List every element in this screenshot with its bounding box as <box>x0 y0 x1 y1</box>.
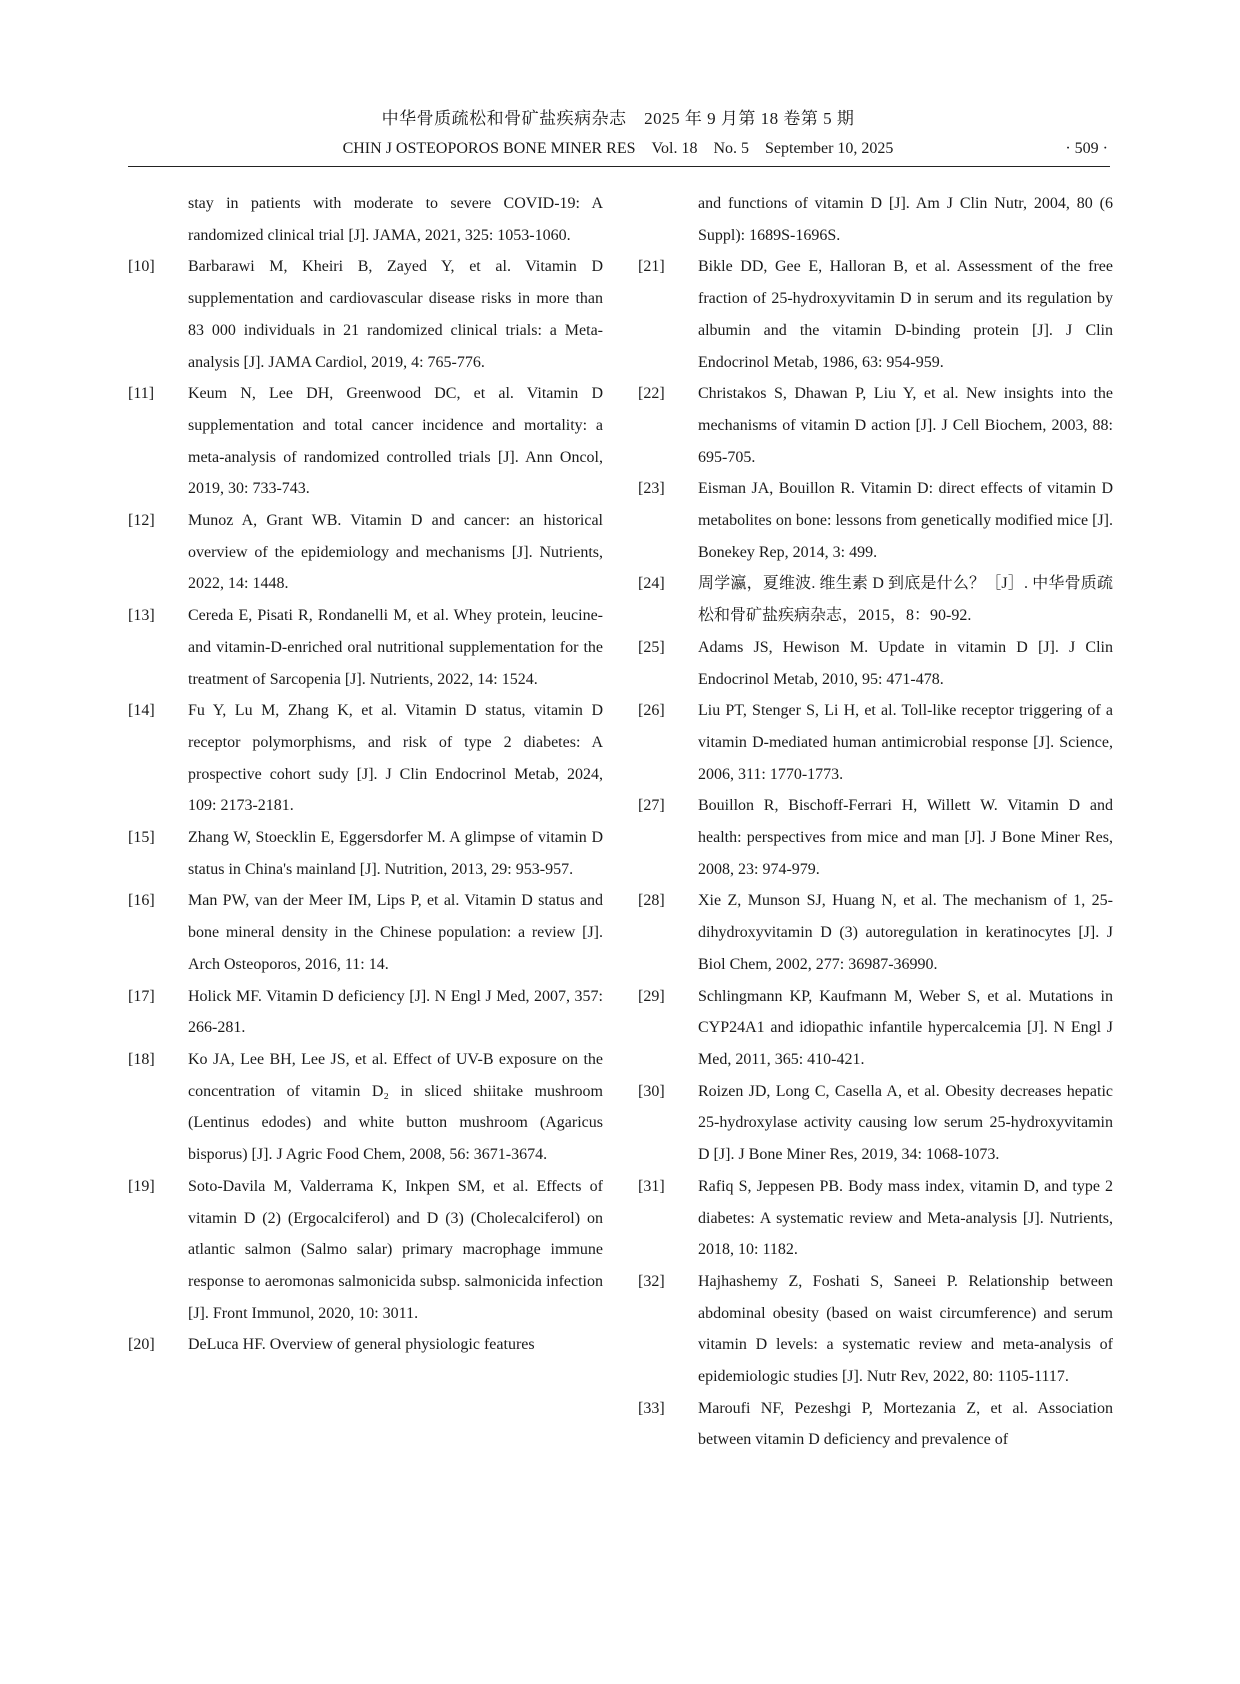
reference-text: Rafiq S, Jeppesen PB. Body mass index, vitamin D, and type 2 diabetes: A systematic review and Meta-analysis [J]. Nutrients, 2018, 10: 1182. <box>698 1177 1113 1259</box>
reference-number: [15] <box>128 829 155 847</box>
reference-continuation: and functions of vitamin D [J]. Am J Clin Nutr, 2004, 80 (6 Suppl): 1689S-1696S. <box>698 195 1113 244</box>
reference-text: Barbarawi M, Kheiri B, Zayed Y, et al. Vitamin D supplementation and cardiovascular disease risks in more than 83 000 individuals in 21 randomized clinical trials: a Meta-analysis [J]. JAMA Cardiol, 2019, 4: 765-776. <box>188 258 603 371</box>
reference-number: [10] <box>128 258 155 276</box>
reference-text: Bouillon R, Bischoff-Ferrari H, Willett W. Vitamin D and health: perspectives from mice and man [J]. J Bone Miner Res, 2008, 23: 974-979. <box>698 797 1113 878</box>
reference-number: [21] <box>638 258 665 276</box>
reference-text: Holick MF. Vitamin D deficiency [J]. N Engl J Med, 2007, 357: 266-281. <box>188 987 603 1037</box>
reference-number: [28] <box>638 892 665 910</box>
reference-number: [14] <box>128 702 155 720</box>
reference-item <box>638 378 1113 473</box>
reference-number: [17] <box>128 987 155 1005</box>
reference-item <box>638 1171 1113 1266</box>
reference-item <box>128 505 603 600</box>
reference-item <box>638 790 1113 885</box>
reference-number: [25] <box>638 638 665 656</box>
reference-number: [23] <box>638 480 665 498</box>
reference-number: [30] <box>638 1082 665 1100</box>
reference-item <box>638 1266 1113 1393</box>
reference-text: Liu PT, Stenger S, Li H, et al. Toll-like receptor triggering of a vitamin D-mediated human antimicrobial response [J]. Science, 2006, 311: 1770-1773. <box>698 702 1113 783</box>
reference-text: Roizen JD, Long C, Casella A, et al. Obesity decreases hepatic 25-hydroxylase activity causing low serum 25-hydroxyvitamin D [J]. J Bone Miner Res, 2019, 34: 1068-1073. <box>698 1082 1113 1164</box>
reference-item <box>128 981 603 1044</box>
reference-item <box>128 1044 603 1171</box>
reference-item <box>128 885 603 980</box>
reference-text: Munoz A, Grant WB. Vitamin D and cancer: an historical overview of the epidemiology and mechanisms [J]. Nutrients, 2022, 14: 1448. <box>188 512 603 593</box>
reference-number: [13] <box>128 607 155 625</box>
running-header <box>128 104 1108 164</box>
reference-item <box>638 473 1113 568</box>
reference-text: Cereda E, Pisati R, Rondanelli M, et al. Whey protein, leucine- and vitamin-D-enriched oral nutritional supplementation for the treatment of Sarcopenia [J]. Nutrients, 2022, 14: 1524. <box>188 607 603 688</box>
header-rule <box>128 166 1110 167</box>
reference-item <box>638 981 1113 1076</box>
reference-text: Xie Z, Munson SJ, Huang N, et al. The mechanism of 1, 25-dihydroxyvitamin D (3) autoregulation in keratinocytes [J]. J Biol Chem, 2002, 277: 36987-36990. <box>698 892 1113 973</box>
reference-item <box>638 632 1113 695</box>
reference-text: Eisman JA, Bouillon R. Vitamin D: direct effects of vitamin D metabolites on bone: lessons from genetically modified mice [J]. Bonekey Rep, 2014, 3: 499. <box>698 480 1113 561</box>
reference-text: Schlingmann KP, Kaufmann M, Weber S, et al. Mutations in CYP24A1 and idiopathic infantile hypercalcemia [J]. N Engl J Med, 2011, 365: 410-421. <box>698 987 1113 1068</box>
reference-item <box>638 251 1113 378</box>
reference-number: [20] <box>128 1336 155 1354</box>
reference-number: [27] <box>638 797 665 815</box>
reference-number: [24] <box>638 575 665 593</box>
reference-text: Maroufi NF, Pezeshgi P, Mortezania Z, et al. Association between vitamin D deficiency and prevalence of <box>698 1399 1113 1449</box>
reference-text: Hajhashemy Z, Foshati S, Saneei P. Relationship between abdominal obesity (based on waist circumference) and serum vitamin D levels: a systematic review and meta-analysis of epidemiologic studies [J]. Nutr Rev, 2022, 80: 1105-1117. <box>698 1272 1113 1386</box>
journal-title-en: CHIN J OSTEOPOROS BONE MINER RES Vol. 18 No. 5 September 10, 2025 <box>342 140 894 157</box>
reference-item <box>638 1393 1113 1456</box>
reference-item <box>128 251 603 378</box>
reference-text: Adams JS, Hewison M. Update in vitamin D [J]. J Clin Endocrinol Metab, 2010, 95: 471-478. <box>698 638 1113 688</box>
reference-number: [18] <box>128 1050 155 1068</box>
reference-text: Keum N, Lee DH, Greenwood DC, et al. Vitamin D supplementation and total cancer incidence and mortality: a meta-analysis of randomized controlled trials [J]. Ann Oncol, 2019, 30: 733-743. <box>188 385 603 498</box>
reference-number: [12] <box>128 512 155 530</box>
reference-continuation: stay in patients with moderate to severe COVID-19: A randomized clinical trial [J]. JAMA, 2021, 325: 1053-1060. <box>188 195 603 244</box>
reference-text: Man PW, van der Meer IM, Lips P, et al. Vitamin D status and bone mineral density in the Chinese population: a review [J]. Arch Osteoporos, 2016, 11: 14. <box>188 892 603 973</box>
reference-item <box>638 1076 1113 1171</box>
reference-text: 周学瀛，夏维波. 维生素 D 到底是什么？［J］. 中华骨质疏松和骨矿盐疾病杂志，2015，8：90-92. <box>698 575 1113 625</box>
reference-number: [22] <box>638 385 665 403</box>
reference-text: Fu Y, Lu M, Zhang K, et al. Vitamin D status, vitamin D receptor polymorphisms, and risk of type 2 diabetes: A prospective cohort sudy [J]. J Clin Endocrinol Metab, 2024, 109: 2173-2181. <box>188 702 603 815</box>
reference-item <box>128 378 603 505</box>
reference-number: [31] <box>638 1177 665 1195</box>
journal-title-cn: 中华骨质疏松和骨矿盐疾病杂志 2025 年 9 月第 18 卷第 5 期 <box>381 109 855 128</box>
reference-text: Bikle DD, Gee E, Halloran B, et al. Assessment of the free fraction of 25-hydroxyvitamin D in serum and its regulation by albumin and the vitamin D-binding protein [J]. J Clin Endocrinol Metab, 1986, 63: 954-959. <box>698 258 1113 371</box>
reference-number: [16] <box>128 892 155 910</box>
reference-item <box>128 600 603 695</box>
journal-info-row <box>128 134 1108 164</box>
reference-item <box>638 695 1113 790</box>
reference-item <box>128 822 603 885</box>
reference-column-left <box>128 188 603 1361</box>
reference-number: [19] <box>128 1177 155 1195</box>
reference-item <box>128 695 603 822</box>
reference-item <box>638 885 1113 980</box>
reference-number: [29] <box>638 987 665 1005</box>
reference-text: Christakos S, Dhawan P, Liu Y, et al. New insights into the mechanisms of vitamin D action [J]. J Cell Biochem, 2003, 88: 695-705. <box>698 385 1113 466</box>
reference-number: [33] <box>638 1399 665 1417</box>
reference-item <box>638 568 1113 631</box>
reference-text: DeLuca HF. Overview of general physiologic features <box>188 1336 535 1354</box>
reference-text: Ko JA, Lee BH, Lee JS, et al. Effect of UV-B exposure on the concentration of vitamin D₂ in sliced shiitake mushroom (Lentinus edodes) and white button mushroom (Agaricus bisporus) [J]. J Agric Food Chem, 2008, 56: 3671-3674. <box>188 1050 603 1164</box>
reference-number: [11] <box>128 385 155 403</box>
page-number: · 509 · <box>1065 140 1108 157</box>
reference-number: [32] <box>638 1272 665 1290</box>
reference-item <box>128 1329 603 1361</box>
reference-text: Zhang W, Stoecklin E, Eggersdorfer M. A glimpse of vitamin D status in China's mainland [J]. Nutrition, 2013, 29: 953-957. <box>188 829 603 878</box>
reference-column-right <box>638 188 1113 1456</box>
reference-item <box>128 1171 603 1330</box>
reference-text: Soto-Davila M, Valderrama K, Inkpen SM, et al. Effects of vitamin D (2) (Ergocalciferol) and D (3) (Cholecalciferol) on atlantic salmon (Salmo salar) primary macrophage immune response to aeromonas salmonicida subsp. salmonicida infection [J]. Front Immunol, 2020, 10: 3011. <box>188 1177 603 1322</box>
reference-number: [26] <box>638 702 665 720</box>
